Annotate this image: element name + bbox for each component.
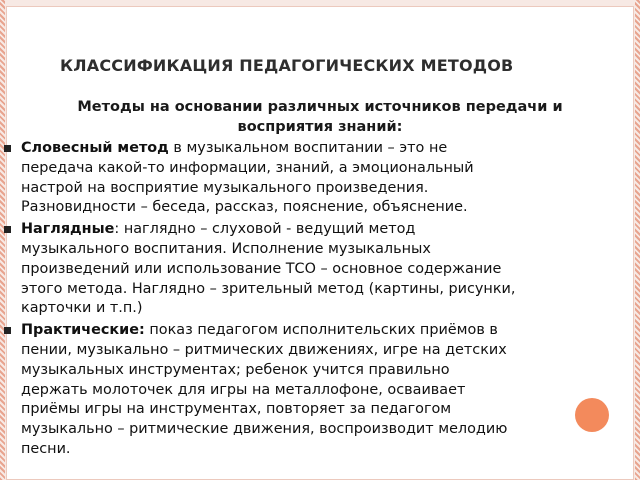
item-line: в музыкальном воспитании – это не bbox=[168, 140, 448, 156]
item-line: : наглядно – слуховой - ведущий метод bbox=[114, 221, 416, 238]
item-lead: Практические: bbox=[21, 322, 145, 339]
subtitle-line-2: восприятия знаний: bbox=[237, 119, 403, 135]
slide-subtitle bbox=[0, 97, 640, 137]
methods-list bbox=[0, 139, 640, 462]
item-line: песни. bbox=[21, 440, 71, 457]
item-line: пении, музыкально – ритмических движениях, игре на детских bbox=[21, 341, 507, 358]
bullet-square-icon bbox=[4, 327, 11, 334]
item-line: передача какой-то информации, знаний, а эмоциональный bbox=[21, 159, 474, 176]
bullet-square-icon bbox=[4, 145, 11, 152]
item-line: карточки и т.п.) bbox=[21, 300, 143, 317]
decorative-circle-icon bbox=[575, 398, 609, 432]
item-line: показ педагогом исполнительских приёмов в bbox=[144, 322, 498, 339]
bullet-square-icon bbox=[4, 226, 11, 233]
subtitle-line-1: Методы на основании различных источников передачи и bbox=[77, 99, 563, 115]
list-item-verbal bbox=[0, 139, 640, 218]
item-line: приёмы игры на инструментах, повторяет за педагогом bbox=[21, 401, 452, 418]
item-line: держать молоточек для игры на металлофоне, осваивает bbox=[21, 381, 466, 398]
item-line: произведений или использование ТСО – основное содержание bbox=[21, 260, 502, 277]
item-line: этого метода. Наглядно – зрительный метод (картины, рисунки, bbox=[21, 280, 516, 297]
list-item-visual bbox=[0, 220, 640, 319]
item-line: музыкального воспитания. Исполнение музыкальных bbox=[21, 240, 431, 257]
slide-title: КЛАССИФИКАЦИЯ ПЕДАГОГИЧЕСКИХ МЕТОДОВ bbox=[60, 56, 514, 75]
item-lead: Словесный метод bbox=[21, 140, 169, 156]
item-line: настрой на восприятие музыкального произведения. bbox=[21, 179, 429, 196]
item-line: Разновидности – беседа, рассказ, пояснение, объяснение. bbox=[21, 199, 468, 216]
item-lead: Наглядные bbox=[21, 221, 115, 238]
list-item-practical bbox=[0, 321, 640, 460]
item-line: музыкально – ритмические движения, воспроизводит мелодию bbox=[21, 421, 508, 438]
item-line: музыкальных инструментах; ребенок учится правильно bbox=[21, 361, 450, 378]
